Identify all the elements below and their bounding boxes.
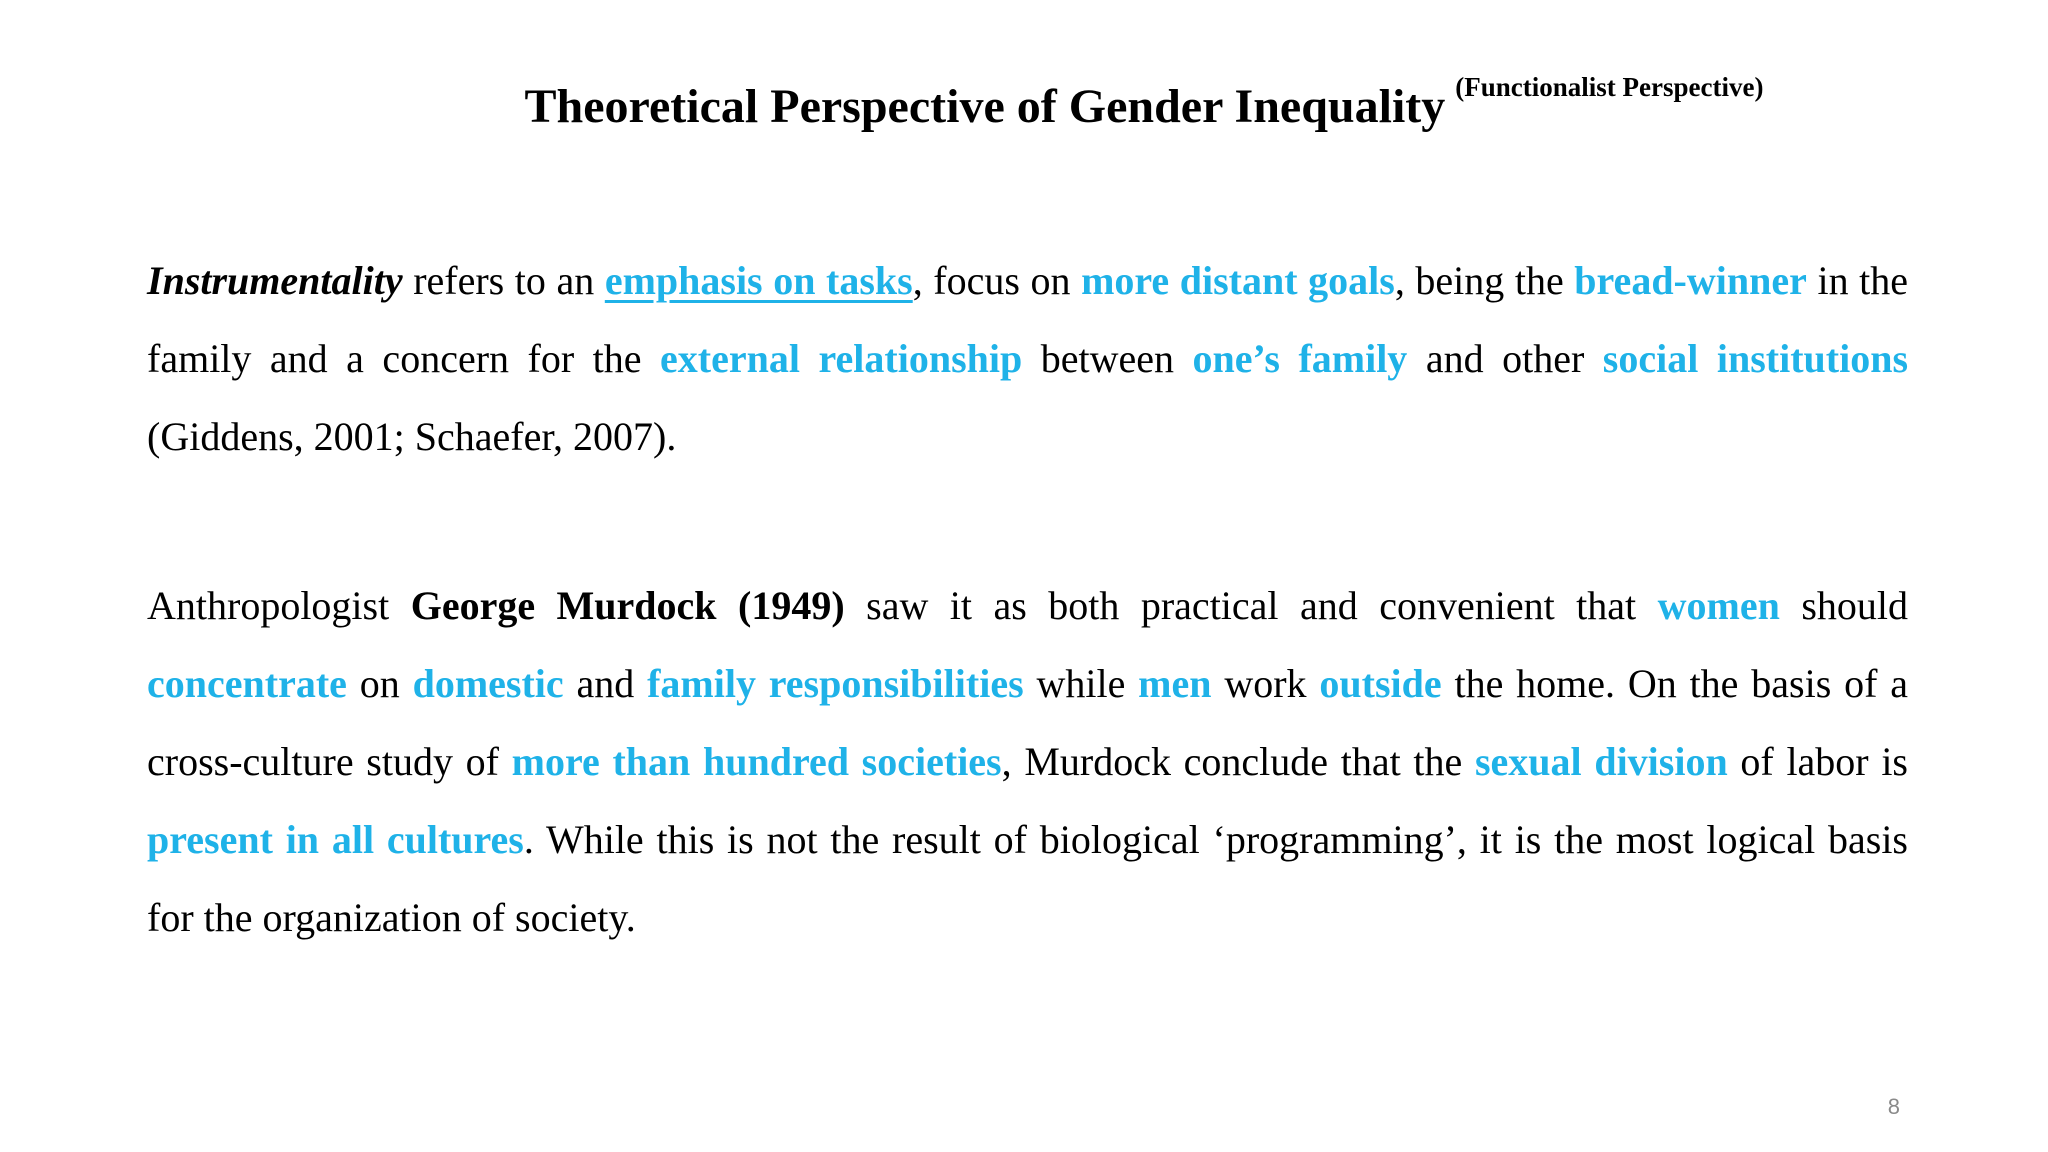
text-span: and other (1407, 336, 1603, 381)
text-span: . While this is not the result of biological ‘programming’, it is the most logical basis for the organization of society. (147, 817, 1908, 940)
highlight-external-relationship: external relationship (660, 336, 1023, 381)
text-span: , being the (1394, 258, 1575, 303)
highlight-more-distant-goals: more distant goals (1081, 258, 1395, 303)
highlight-men: men (1138, 661, 1212, 706)
highlight-emphasis-on-tasks-link[interactable]: emphasis on tasks (604, 258, 913, 303)
highlight-outside: outside (1319, 661, 1442, 706)
text-span: saw it as both practical and convenient that (844, 583, 1658, 628)
text-span: , Murdock conclude that the (1001, 739, 1475, 784)
text-span: in the family and a concern for the (147, 258, 1909, 381)
text-span: of labor is (1727, 739, 1909, 784)
title-area (0, 72, 2048, 134)
text-span: and (563, 661, 648, 706)
highlight-sexual-division: sexual division (1474, 739, 1728, 784)
term-instrumentality: Instrumentality (147, 258, 403, 303)
text-span: while (1023, 661, 1139, 706)
text-span: between (1022, 336, 1193, 381)
text-span: Anthropologist (147, 583, 411, 628)
text-span: work (1211, 661, 1320, 706)
title-group (525, 72, 1764, 134)
highlight-women: women (1657, 583, 1780, 628)
highlight-bread-winner: bread-winner (1574, 258, 1807, 303)
paragraph-instrumentality (147, 242, 1908, 476)
highlight-present-in-all-cultures: present in all cultures (147, 817, 524, 862)
highlight-concentrate: concentrate (147, 661, 347, 706)
text-span: should (1779, 583, 1909, 628)
text-span: the home. On the basis of a cross-culture study of (147, 661, 1908, 784)
paragraph-murdock (147, 567, 1908, 957)
page-number: 8 (1887, 1094, 1900, 1119)
highlight-social-institutions: social institutions (1602, 336, 1909, 381)
highlight-more-than-hundred-societies: more than hundred societies (511, 739, 1002, 784)
text-span: refers to an (402, 258, 605, 303)
name-george-murdock: George Murdock (1949) (410, 583, 845, 628)
text-span: , focus on (912, 258, 1082, 303)
highlight-family-responsibilities: family responsibilities (647, 661, 1024, 706)
text-span: on (346, 661, 413, 706)
highlight-domestic: domestic (412, 661, 564, 706)
slide-title: Theoretical Perspective of Gender Inequality (524, 80, 1446, 133)
highlight-ones-family: one’s family (1192, 336, 1408, 381)
slide-subtitle: (Functionalist Perspective) (1455, 72, 1764, 102)
citation: (Giddens, 2001; Schaefer, 2007). (147, 414, 677, 459)
